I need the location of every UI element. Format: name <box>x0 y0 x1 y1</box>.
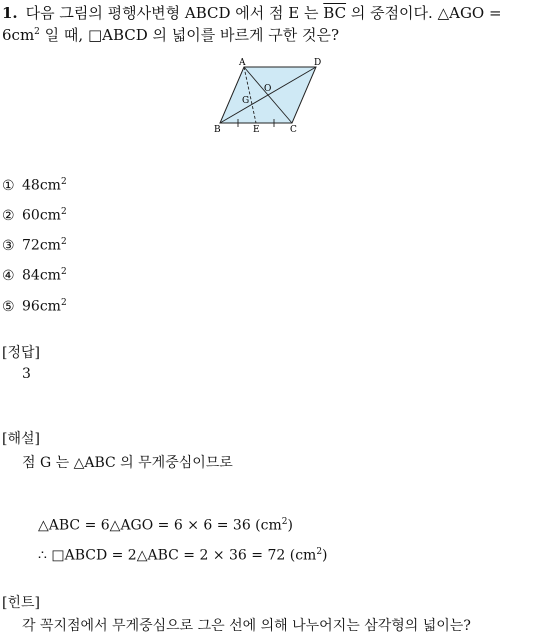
hint-line: 각 꼭지점에서 무게중심으로 그은 선에 의해 나누어지는 삼각형의 넓이는? <box>22 618 471 634</box>
solution-line-1: 점 G 는 △ABC 의 무게중심이므로 <box>22 455 233 471</box>
equation-2-close: ) <box>322 547 328 564</box>
choice-2-number: ② <box>2 207 15 224</box>
label-a: A <box>239 58 246 68</box>
hint-heading: [힌트] <box>2 595 40 611</box>
choice-1-exponent: 2 <box>60 177 67 187</box>
question-line-1 <box>2 2 502 23</box>
question-number: 1. <box>2 4 18 22</box>
label-b: B <box>214 125 221 135</box>
choice-3[interactable] <box>2 237 67 254</box>
choice-5-number: ⑤ <box>2 298 15 315</box>
choice-1-value: 48cm <box>22 177 61 194</box>
choice-1[interactable] <box>2 177 67 194</box>
parallelogram-figure <box>212 57 330 135</box>
solution-equation-1 <box>38 517 293 534</box>
equation-2-text: ∴ □ABCD = 2△ABC = 2 × 36 = 72 (cm <box>38 547 317 564</box>
label-d: D <box>314 58 322 68</box>
label-g: G <box>242 96 250 106</box>
answer-value: 3 <box>22 366 31 382</box>
choice-4-exponent: 2 <box>60 267 67 277</box>
choice-4-number: ④ <box>2 267 15 284</box>
equation-1-close: ) <box>287 517 293 534</box>
choice-3-exponent: 2 <box>60 237 67 247</box>
choice-2[interactable] <box>2 207 67 224</box>
label-e: E <box>253 125 260 135</box>
choice-3-value: 72cm <box>22 237 61 254</box>
choice-4-value: 84cm <box>22 267 61 284</box>
choice-2-value: 60cm <box>22 207 61 224</box>
choice-5-value: 96cm <box>22 298 61 315</box>
question-text-2: 일 때, □ABCD 의 넓이를 바르게 구한 것은? <box>39 26 340 44</box>
question-text-1-end: 의 중점이다. △AGO = <box>346 4 502 22</box>
choice-4[interactable] <box>2 267 67 284</box>
area-exponent: 2 <box>34 27 40 37</box>
segment-bc: $\overline{BC}$ <box>323 4 347 22</box>
equation-1-exponent: 2 <box>281 517 288 527</box>
question-line-2 <box>2 24 339 45</box>
solution-heading: [해설] <box>2 431 40 447</box>
question-text-1: 다음 그림의 평행사변형 ABCD 에서 점 E 는 <box>25 4 324 22</box>
label-o: O <box>264 84 272 94</box>
choice-5-exponent: 2 <box>60 298 67 308</box>
answer-heading: [정답] <box>2 345 40 361</box>
equation-2-exponent: 2 <box>316 547 323 557</box>
label-c: C <box>290 125 297 135</box>
equation-1-text: △ABC = 6△AGO = 6 × 6 = 36 (cm <box>38 517 282 534</box>
solution-equation-2 <box>38 547 328 564</box>
choice-1-number: ① <box>2 177 15 194</box>
area-value: 6cm <box>2 26 35 44</box>
choice-2-exponent: 2 <box>60 207 67 217</box>
choice-5[interactable] <box>2 298 67 315</box>
choice-3-number: ③ <box>2 237 15 254</box>
